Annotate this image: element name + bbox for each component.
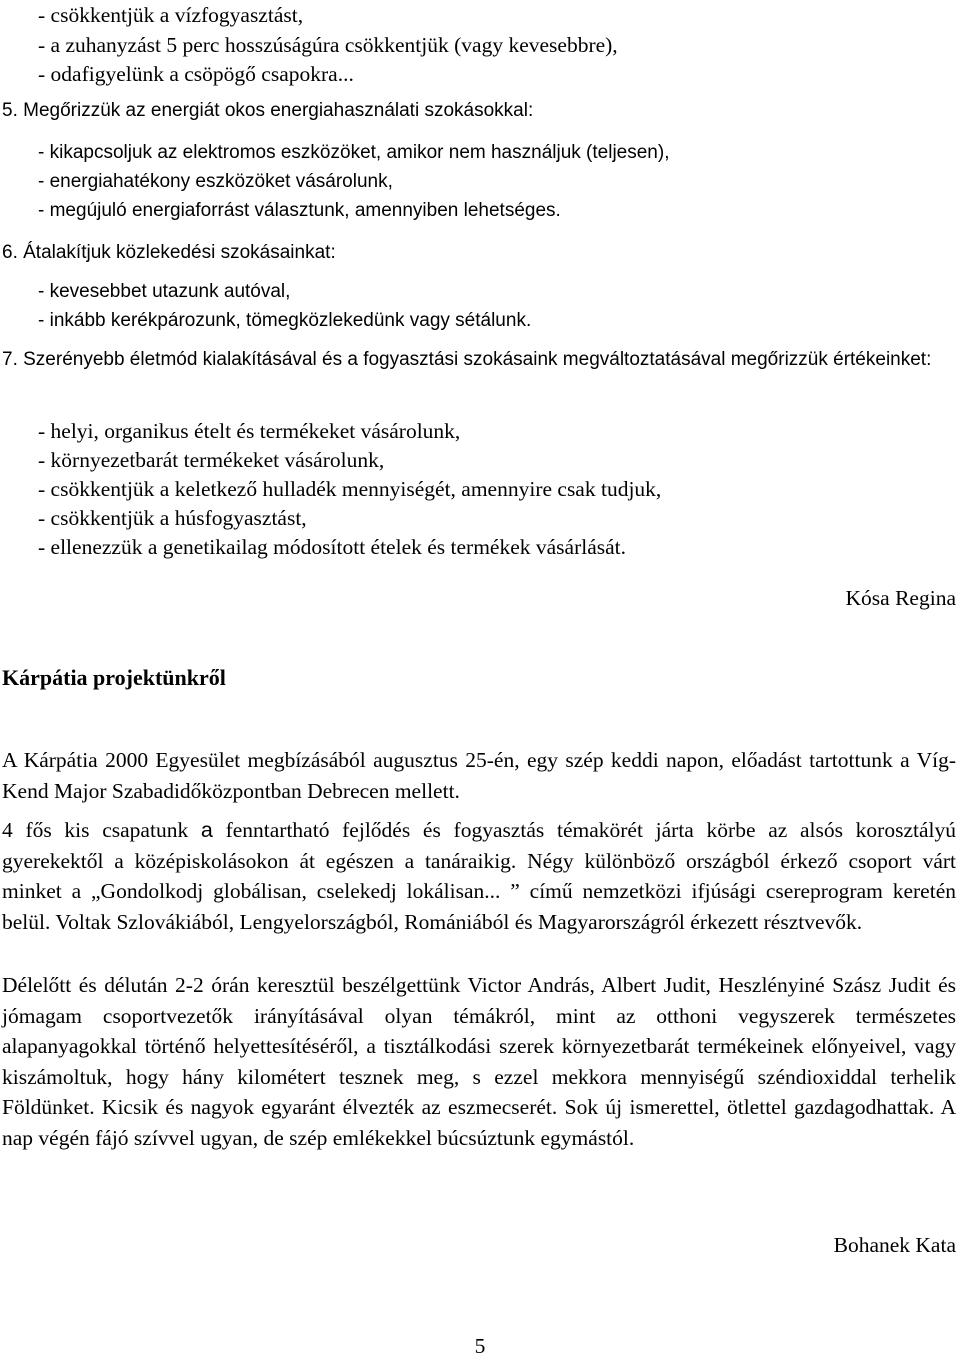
- page-number: 5: [474, 1334, 486, 1358]
- section-5-heading: 5. Megőrizzük az energiát okos energiahasználati szokásokkal:: [2, 100, 534, 121]
- list-item: - csökkentjük a keletkező hulladék mennyiségét, amennyire csak tudjuk,: [38, 477, 662, 501]
- list-item: - környezetbarát termékeket vásárolunk,: [38, 448, 385, 472]
- paragraph: A Kárpátia 2000 Egyesület megbízásából augusztus 25-én, egy szép keddi napon, előadást tartottunk a Víg-Kend Major Szabadidőközpontban Debrecen mellett.: [2, 748, 956, 803]
- list-item: - csökkentjük a vízfogyasztást,: [38, 3, 304, 27]
- list-item: - kikapcsoljuk az elektromos eszközöket, amikor nem használjuk (teljesen),: [38, 142, 670, 163]
- list-item: - helyi, organikus ételt és termékeket vásárolunk,: [38, 419, 461, 443]
- list-item: - energiahatékony eszközöket vásárolunk,: [38, 171, 393, 192]
- list-item: - ellenezzük a genetikailag módosított ételek és termékek vásárlását.: [38, 535, 627, 559]
- paragraph-text: 4 fős kis csapatunk: [2, 818, 201, 842]
- section-7-heading: 7. Szerényebb életmód kialakításával és a fogyasztási szokásaink megváltoztatásával megőrizzük értékeinket:: [2, 349, 932, 370]
- paragraph: [2, 815, 956, 937]
- author-signature: Kósa Regina: [845, 586, 956, 610]
- paragraph: Délelőtt és délután 2-2 órán keresztül beszélgettünk Victor András, Albert Judit, Heszlényiné Szász Judit és jómagam csoportvezetők irányításával olyan témákról, mint az otthoni vegyszerek természetes alapanyagokkal történő helyettesítéséről, a tisztálkodási szerek környezetbarát termékeinek előnyeivel, vagy kiszámoltuk, hogy hány kilométert tesznek meg, s ezzel mekkora mennyiségű széndioxiddal terhelik Földünket. Kicsik és nagyok egyaránt élvezték az eszmecserét. Sok új ismerettel, ötlettel gazdagodhattak. A nap végén fájó szívvel ugyan, de szép emlékekkel búcsúztunk egymástól.: [2, 973, 956, 1150]
- paragraph-text: a: [200, 818, 213, 842]
- author-signature: Bohanek Kata: [833, 1233, 956, 1257]
- paragraph-text: fenntartható fejlődés és fogyasztás témakörét járta körbe az alsós korosztályú gyerekektől a középiskolásokon át egészen a tanáraikig. Négy különböző országból érkező csoport várt minket a „Gondolkodj globálisan, cselekedj lokálisan... ” című nemzetközi ifjúsági csereprogram keretén belül. Voltak Szlovákiából, Lengyelországból, Romániából és Magyarországról érkezett résztvevők.: [2, 818, 956, 934]
- section-6-heading: 6. Átalakítjuk közlekedési szokásainkat:: [2, 242, 336, 263]
- list-item: - megújuló energiaforrást választunk, amennyiben lehetséges.: [38, 200, 561, 221]
- list-item: - odafigyelünk a csöpögő csapokra...: [38, 62, 354, 86]
- list-item: - inkább kerékpározunk, tömegközlekedünk vagy sétálunk.: [38, 310, 532, 331]
- list-item: - kevesebbet utazunk autóval,: [38, 281, 291, 302]
- list-item: - a zuhanyzást 5 perc hosszúságúra csökkentjük (vagy kevesebbre),: [38, 33, 618, 57]
- list-item: - csökkentjük a húsfogyasztást,: [38, 506, 307, 530]
- article-title: Kárpátia projektünkről: [2, 665, 226, 690]
